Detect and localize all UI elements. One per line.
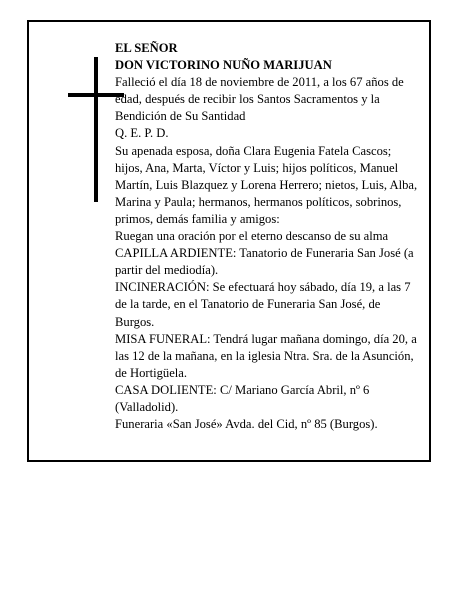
funeral-mass-info: MISA FUNERAL: Tendrá lugar mañana domingo, día 20, a las 12 de la mañana, en la iglesia Ntra. Sra. de la Asunción, de Hortigüela. — [115, 331, 417, 380]
notice-text — [115, 40, 421, 433]
family-list: Su apenada esposa, doña Clara Eugenia Fatela Cascos; hijos, Ana, Marta, Víctor y Luis; hijos políticos, Manuel Martín, Luis Blazquez y Lorena Herrero; nietos, Luis, Alba, Marina y Paula; hermanos, hermanos políticos, sobrinos, primos, demás familia y amigos: — [115, 143, 418, 226]
chapel-info: CAPILLA ARDIENTE: Tanatorio de Funeraria San José (a partir del mediodía). — [115, 246, 414, 278]
notice-title: EL SEÑOR — [115, 41, 178, 55]
death-statement: Falleció el día 18 de noviembre de 2011, a los 67 años de edad, después de recibir los Santos Sacramentos y la Bendición de Su Santidad — [115, 75, 404, 124]
cremation-info: INCINERACIÓN: Se efectuará hoy sábado, día 19, a las 7 de la tarde, en el Tanatorio de Funeraria San José, de Burgos. — [115, 280, 411, 329]
deceased-name: DON VICTORINO NUÑO MARIJUAN — [115, 58, 332, 73]
prayer-request: Ruegan una oración por el eterno descanso de su alma — [115, 229, 389, 244]
cross-post — [94, 57, 98, 202]
funeral-home-info: Funeraria «San José» Avda. del Cid, nº 85 (Burgos). — [115, 417, 378, 432]
obituary-notice — [27, 20, 431, 462]
rip-line: Q. E. P. D. — [115, 126, 169, 141]
mourning-house-info: CASA DOLIENTE: C/ Mariano García Abril, nº 6 (Valladolid). — [115, 382, 370, 414]
